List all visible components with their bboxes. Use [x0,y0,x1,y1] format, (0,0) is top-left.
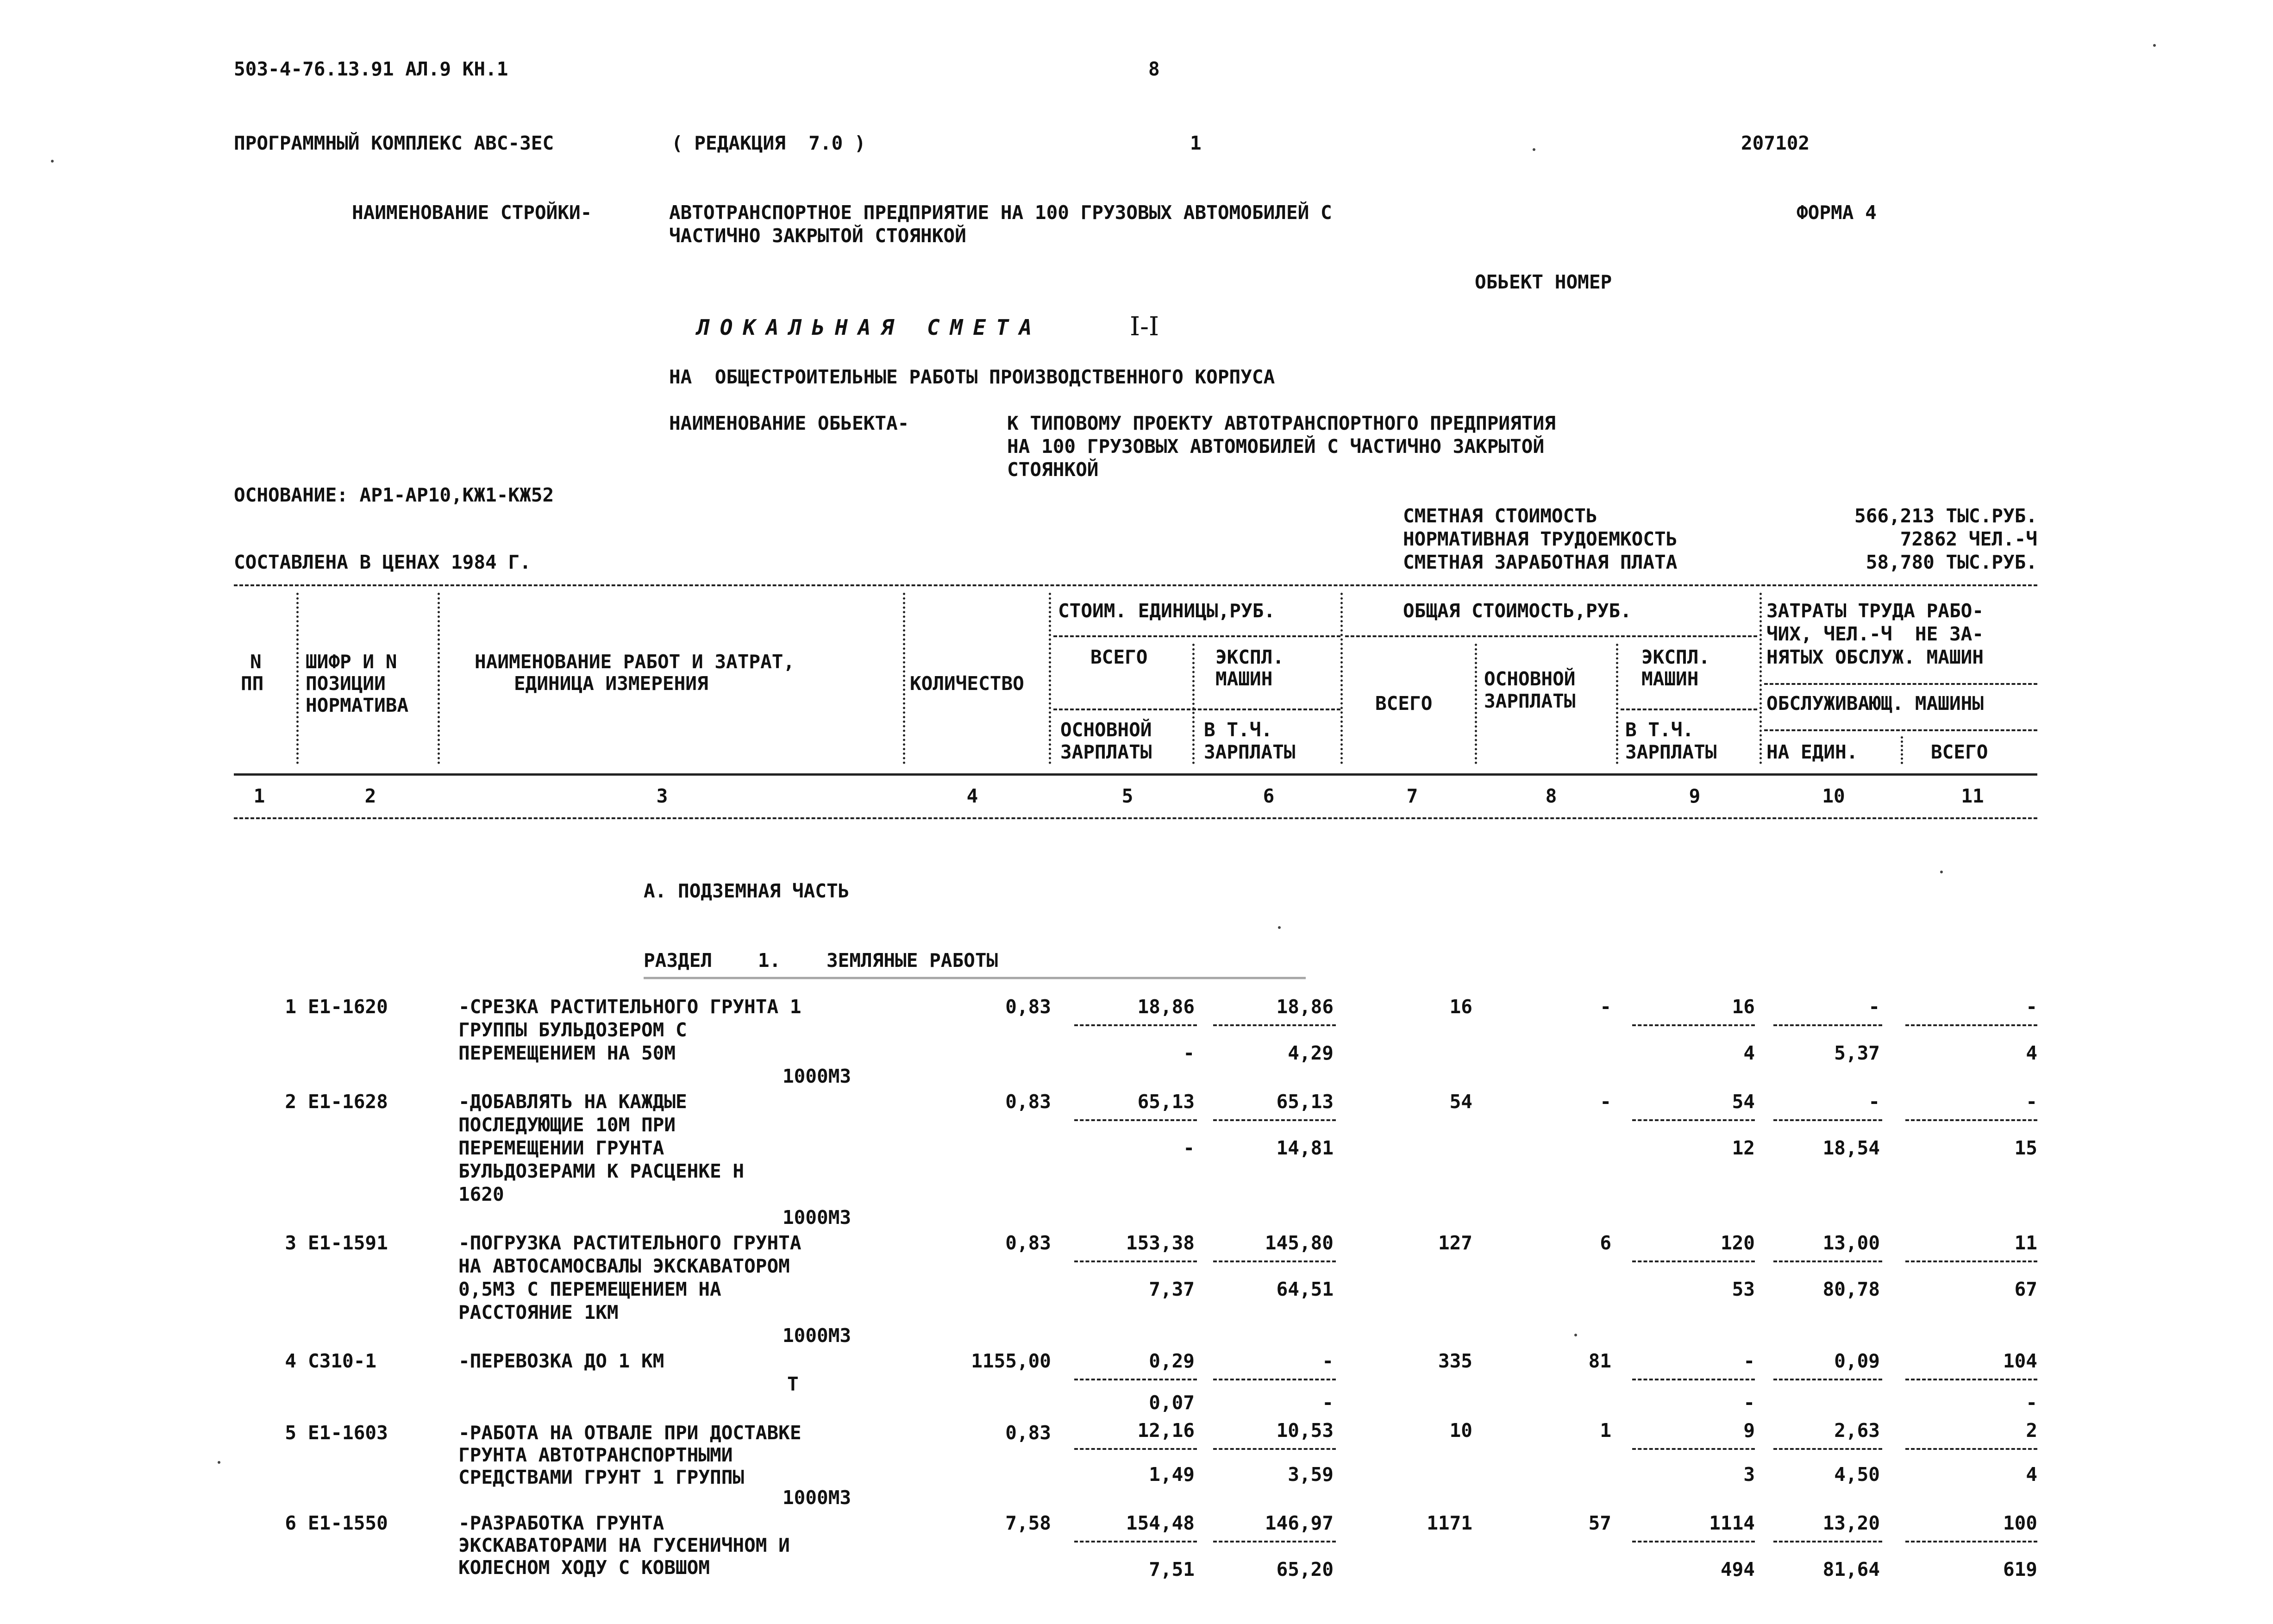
labor-total: - [2026,1392,2037,1414]
column-number: 6 [1263,785,1275,807]
header-subrule [1345,635,1757,637]
header-subrule [1764,729,2037,731]
work-description: -ПЕРЕВОЗКА ДО 1 КМ [458,1350,664,1372]
unit-total: 18,86 [1137,996,1195,1018]
column-divider [1192,644,1195,764]
construction-line-2: ЧАСТИЧНО ЗАКРЫТОЙ СТОЯНКОЙ [669,225,966,247]
column-divider [1340,593,1343,764]
column-number: 9 [1689,785,1701,807]
col5-header: ОСНОВНОЙ [1060,719,1152,741]
work-description: ПОСЛЕДУЮЩИЕ 10М ПРИ [458,1114,676,1136]
total-cost: 1171 [1427,1512,1472,1534]
column-number: 1 [253,785,265,807]
work-description: 1620 [458,1183,504,1205]
unit-machines: 18,86 [1276,996,1334,1018]
scan-speck [1278,926,1281,929]
summary-value: 58,780 ТЫС.РУБ. [1866,551,2037,573]
cell-divider [1213,1260,1336,1262]
total-machines: 54 [1732,1091,1755,1113]
scan-speck [1940,871,1943,873]
cell-divider [1074,1260,1197,1262]
labor-total: - [2026,996,2037,1018]
quantity: 0,83 [1005,996,1051,1018]
total-cost-header: ОБЩАЯ СТОИМОСТЬ,РУБ. [1403,600,1632,622]
column-number: 7 [1406,785,1418,807]
labor-total: 15 [2014,1137,2037,1159]
cell-divider [1773,1541,1882,1542]
labor-per-unit: - [1868,996,1880,1018]
total-machine-wage: 12 [1732,1137,1755,1159]
price-level: СОСТАВЛЕНА В ЦЕНАХ 1984 Г. [234,551,531,573]
col9-header: ЭКСПЛ. [1641,646,1710,668]
labor-per-unit: 13,20 [1822,1512,1880,1534]
row-number: 6 [285,1512,296,1534]
header-rule [234,817,2037,819]
cell-divider [1773,1448,1882,1450]
total-machine-wage: 4 [1743,1042,1755,1064]
col9-header: В Т.Ч. [1625,719,1694,741]
quantity: 0,83 [1005,1232,1051,1254]
total-machines: 16 [1732,996,1755,1018]
work-description: НА АВТОСАМОСВАЛЫ ЭКСКАВАТОРОМ [458,1255,790,1277]
page-number: 8 [1148,58,1160,80]
summary-label: СМЕТНАЯ СТОИМОСТЬ [1403,505,1597,527]
col2-header: ПОЗИЦИИ [306,672,386,695]
object-line-3: СТОЯНКОЙ [1007,458,1099,481]
norm-code: Е1-1620 [308,996,388,1018]
header-subrule [1621,709,1757,710]
labor-header: ЗАТРАТЫ ТРУДА РАБО- [1766,600,1984,622]
summary-label: НОРМАТИВНАЯ ТРУДОЕМКОСТЬ [1403,528,1678,550]
summary-value: 566,213 ТЫС.РУБ. [1854,505,2037,527]
work-description: -СРЕЗКА РАСТИТЕЛЬНОГО ГРУНТА 1 [458,996,801,1018]
col10-header: НА ЕДИН. [1766,741,1858,763]
cell-divider [1213,1448,1336,1450]
cell-divider [1632,1260,1755,1262]
col1-header: N [250,651,262,673]
header-subrule [1764,683,2037,685]
total-machines: 120 [1720,1232,1755,1254]
unit-machine-wage: 4,29 [1288,1042,1334,1064]
row-number: 3 [285,1232,296,1254]
col9-header: ЗАРПЛАТЫ [1625,741,1717,763]
row-number: 1 [285,996,296,1018]
total-cost: 10 [1449,1419,1472,1442]
labor-total: 100 [2003,1512,2037,1534]
work-description: СРЕДСТВАМИ ГРУНТ 1 ГРУППЫ [458,1466,745,1488]
work-description: БУЛЬДОЗЕРАМИ К РАСЦЕНКЕ Н [458,1160,745,1182]
labor-header: ЧИХ, ЧЕЛ.-Ч НЕ ЗА- [1766,623,1984,645]
work-description: КОЛЕСНОМ ХОДУ С КОВШОМ [458,1556,710,1579]
estimate-number: I-I [1130,312,1159,342]
scan-speck [2153,44,2156,47]
total-machine-wage: 53 [1732,1278,1755,1300]
cell-divider [1074,1541,1197,1542]
column-number: 5 [1121,785,1133,807]
estimate-subtitle: НА ОБЩЕСТРОИТЕЛЬНЫЕ РАБОТЫ ПРОИЗВОДСТВЕННОГО КОРПУСА [669,366,1275,388]
cell-divider [1074,1119,1197,1121]
unit-cost-header: СТОИМ. ЕДИНИЦЫ,РУБ. [1058,600,1275,622]
cell-divider [1074,1379,1197,1380]
col2-header: НОРМАТИВА [306,694,409,716]
norm-code: Е1-1628 [308,1091,388,1113]
scan-speck [1533,148,1535,151]
total-base-wage: 6 [1600,1232,1611,1254]
unit-machines: - [1322,1350,1334,1372]
labor-total: 4 [2026,1463,2037,1486]
cell-divider [1905,1119,2037,1121]
cell-divider [1632,1119,1755,1121]
cell-divider [1905,1024,2037,1026]
header-subrule [1053,709,1340,710]
column-number: 3 [656,785,668,807]
column-divider [1901,736,1903,764]
column-divider [1616,644,1618,764]
column-divider [903,593,905,764]
unit: 1000М3 [783,1486,852,1509]
quantity: 1155,00 [971,1350,1051,1372]
quantity: 0,83 [1005,1091,1051,1113]
col7-header: ВСЕГО [1375,692,1433,715]
labor-total: 67 [2014,1278,2037,1300]
unit: 1000М3 [783,1324,852,1347]
col3-header: НАИМЕНОВАНИЕ РАБОТ И ЗАТРАТ, [475,651,795,673]
row-number: 2 [285,1091,296,1113]
cell-divider [1632,1448,1755,1450]
total-cost: 54 [1449,1091,1472,1113]
cell-divider [1213,1541,1336,1542]
labor-header: НЯТЫХ ОБСЛУЖ. МАШИН [1766,646,1984,668]
summary-value: 72862 ЧЕЛ.-Ч [1900,528,2037,550]
work-description: РАССТОЯНИЕ 1КМ [458,1301,619,1323]
cell-divider [1074,1448,1197,1450]
scan-speck [218,1461,220,1464]
quantity: 7,58 [1005,1512,1051,1534]
col4-header: КОЛИЧЕСТВО [910,672,1024,695]
unit-base-wage: 1,49 [1149,1463,1195,1486]
unit-base-wage: 7,37 [1149,1278,1195,1300]
work-description: -РАЗРАБОТКА ГРУНТА [458,1512,664,1534]
col8-header: ЗАРПЛАТЫ [1484,690,1576,712]
construction-label: НАИМЕНОВАНИЕ СТРОЙКИ- [352,201,592,224]
cell-divider [1773,1024,1882,1026]
cell-divider [1905,1541,2037,1542]
column-number: 8 [1545,785,1557,807]
cell-divider [1632,1541,1755,1542]
labor-per-unit: 80,78 [1822,1278,1880,1300]
total-machines: 9 [1743,1419,1755,1442]
total-base-wage: 57 [1588,1512,1611,1534]
total-cost: 127 [1438,1232,1472,1254]
labor-per-unit: 5,37 [1834,1042,1880,1064]
labor-per-unit: 18,54 [1822,1137,1880,1159]
header-subrule [1053,635,1340,637]
labor-per-unit: 13,00 [1822,1232,1880,1254]
labor-header: ОБСЛУЖИВАЮЩ. МАШИНЫ [1766,692,1984,715]
column-number: 2 [364,785,376,807]
unit-base-wage: 7,51 [1149,1558,1195,1580]
total-base-wage: - [1600,996,1611,1018]
work-description: ПЕРЕМЕЩЕНИЕМ НА 50М [458,1042,676,1064]
labor-total: 619 [2003,1558,2037,1580]
cell-divider [1905,1379,2037,1380]
col11-header: ВСЕГО [1931,741,1988,763]
unit-base-wage: 0,07 [1149,1392,1195,1414]
header-rule [234,773,2037,776]
work-description: ЭКСКАВАТОРАМИ НА ГУСЕНИЧНОМ И [458,1534,790,1556]
summary-label: СМЕТНАЯ ЗАРАБОТНАЯ ПЛАТА [1403,551,1678,573]
cell-divider [1632,1024,1755,1026]
object-number-label: ОБЬЕКТ НОМЕР [1475,271,1612,293]
work-description: ПЕРЕМЕЩЕНИИ ГРУНТА [458,1137,664,1159]
section-underline [644,977,1306,982]
labor-per-unit: 81,64 [1822,1558,1880,1580]
work-description: -ПОГРУЗКА РАСТИТЕЛЬНОГО ГРУНТА [458,1232,801,1254]
col5-header: ЗАРПЛАТЫ [1060,741,1152,763]
unit: 1000М3 [783,1206,852,1229]
object-line-1: К ТИПОВОМУ ПРОЕКТУ АВТОТРАНСПОРТНОГО ПРЕДПРИЯТИЯ [1007,412,1556,434]
total-base-wage: 1 [1600,1419,1611,1442]
unit-machines: 145,80 [1265,1232,1334,1254]
column-divider [1475,644,1477,764]
labor-total: 104 [2003,1350,2037,1372]
cell-divider [1213,1024,1336,1026]
section-heading: РАЗДЕЛ 1. ЗЕМЛЯНЫЕ РАБОТЫ [644,949,998,972]
work-description: ГРУНТА АВТОТРАНСПОРТНЫМИ [458,1444,733,1466]
construction-line-1: АВТОТРАНСПОРТНОЕ ПРЕДПРИЯТИЕ НА 100 ГРУЗОВЫХ АВТОМОБИЛЕЙ С [669,201,1332,224]
labor-total: - [2026,1091,2037,1113]
col6-header: В Т.Ч. [1204,719,1273,741]
total-cost: 16 [1449,996,1472,1018]
column-number: 10 [1822,785,1845,807]
col6-header: ЗАРПЛАТЫ [1204,741,1296,763]
unit-base-wage: - [1183,1137,1195,1159]
total-machine-wage: - [1743,1392,1755,1414]
cell-divider [1773,1119,1882,1121]
quantity: 0,83 [1005,1422,1051,1444]
col6-header: ЭКСПЛ. [1215,646,1284,668]
column-divider [1760,593,1762,764]
edition: ( РЕДАКЦИЯ 7.0 ) [671,132,866,154]
total-base-wage: - [1600,1091,1611,1113]
cell-divider [1213,1119,1336,1121]
object-label: НАИМЕНОВАНИЕ ОБЬЕКТА- [669,412,909,434]
labor-total: 2 [2026,1419,2037,1442]
object-line-2: НА 100 ГРУЗОВЫХ АВТОМОБИЛЕЙ С ЧАСТИЧНО ЗАКРЫТОЙ [1007,435,1545,458]
work-description: ГРУППЫ БУЛЬДОЗЕРОМ С [458,1019,687,1041]
labor-total: 11 [2014,1232,2037,1254]
part-heading: А. ПОДЗЕМНАЯ ЧАСТЬ [644,880,850,902]
total-machine-wage: 494 [1720,1558,1755,1580]
unit-machine-wage: 3,59 [1288,1463,1334,1486]
estimate-title: ЛОКАЛЬНАЯ СМЕТА [697,315,1042,340]
unit-machines: 146,97 [1265,1512,1334,1534]
unit-machine-wage: 14,81 [1276,1137,1334,1159]
cell-divider [1632,1379,1755,1380]
col5-header: ВСЕГО [1090,646,1148,668]
total-machines: - [1743,1350,1755,1372]
labor-per-unit: - [1868,1091,1880,1113]
sheet-number: 1 [1190,132,1202,154]
labor-per-unit: 4,50 [1834,1463,1880,1486]
document-code: 503-4-76.13.91 АЛ.9 КН.1 [234,58,508,80]
scan-speck [51,160,54,163]
unit-total: 12,16 [1137,1419,1195,1442]
labor-total: 4 [2026,1042,2037,1064]
unit-machines: 65,13 [1276,1091,1334,1113]
basis: ОСНОВАНИЕ: АР1-АР10,КЖ1-КЖ52 [234,484,554,506]
norm-code: Е1-1603 [308,1422,388,1444]
unit: 1000М3 [783,1065,852,1087]
program-name: ПРОГРАММНЫЙ КОМПЛЕКС АВС-3ЕС [234,132,554,154]
col2-header: ШИФР И N [306,651,397,673]
row-number: 4 [285,1350,296,1372]
norm-code: Е1-1550 [308,1512,388,1534]
header-rule [234,584,2037,586]
unit-machines: 10,53 [1276,1419,1334,1442]
column-number: 4 [966,785,978,807]
cell-divider [1213,1379,1336,1380]
unit-total: 65,13 [1137,1091,1195,1113]
work-description: -РАБОТА НА ОТВАЛЕ ПРИ ДОСТАВКЕ [458,1422,801,1444]
form-label: ФОРМА 4 [1797,201,1877,224]
labor-per-unit: 2,63 [1834,1419,1880,1442]
unit-total: 154,48 [1126,1512,1195,1534]
norm-code: Е1-1591 [308,1232,388,1254]
col8-header: ОСНОВНОЙ [1484,668,1576,690]
unit-machine-wage: 65,20 [1276,1558,1334,1580]
total-cost: 335 [1438,1350,1472,1372]
unit-total: 0,29 [1149,1350,1195,1372]
unit-total: 153,38 [1126,1232,1195,1254]
cell-divider [1773,1379,1882,1380]
cell-divider [1905,1448,2037,1450]
unit-base-wage: - [1183,1042,1195,1064]
column-divider [438,593,440,764]
cell-divider [1905,1260,2037,1262]
column-divider [1049,593,1051,764]
norm-code: С310-1 [308,1350,377,1372]
cell-divider [1773,1260,1882,1262]
row-number: 5 [285,1422,296,1444]
work-description: -ДОБАВЛЯТЬ НА КАЖДЫЕ [458,1091,687,1113]
unit-machine-wage: - [1322,1392,1334,1414]
total-base-wage: 81 [1588,1350,1611,1372]
col1-header: ПП [241,672,264,695]
column-divider [296,593,299,764]
col3-header: ЕДИНИЦА ИЗМЕРЕНИЯ [514,672,708,695]
unit: Т [787,1373,799,1395]
col9-header: МАШИН [1641,668,1699,690]
unit-machine-wage: 64,51 [1276,1278,1334,1300]
column-number: 11 [1961,785,1984,807]
total-machines: 1114 [1709,1512,1755,1534]
work-description: 0,5М3 С ПЕРЕМЕЩЕНИЕМ НА [458,1278,721,1300]
total-machine-wage: 3 [1743,1463,1755,1486]
project-code: 207102 [1741,132,1810,154]
cell-divider [1074,1024,1197,1026]
scan-speck [1574,1334,1577,1336]
col6-header: МАШИН [1215,668,1273,690]
labor-per-unit: 0,09 [1834,1350,1880,1372]
